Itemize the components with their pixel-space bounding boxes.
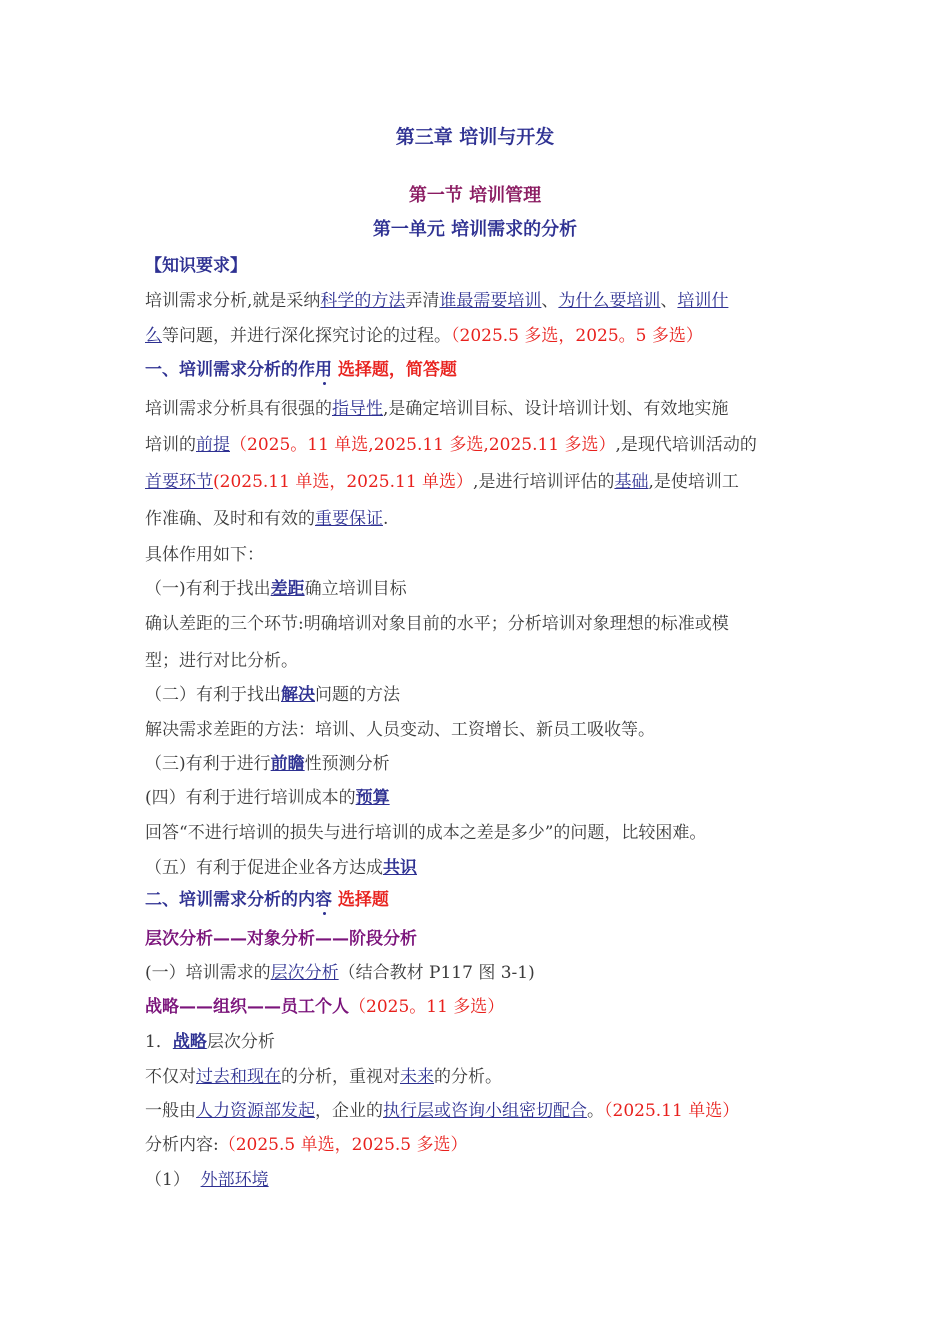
heading-text: 二、培训需求分析的内 <box>145 890 315 910</box>
intro-line-1 <box>145 289 825 313</box>
intro-underline: 谁最需要培训 <box>439 291 542 311</box>
intro-text: 等问题，并进行深化探究讨论的过程。 <box>162 326 451 346</box>
body-text: 培训的 <box>145 435 196 455</box>
body-text: 不仅对 <box>145 1067 196 1087</box>
key-term: 前提 <box>196 435 230 455</box>
item-2 <box>145 683 825 707</box>
intro-underline: 为什么要培训 <box>558 291 661 311</box>
effect-line-1 <box>145 397 825 421</box>
body-text: 。 <box>587 1101 604 1121</box>
item-1-detail-2: 型；进行对比分析。 <box>145 651 298 671</box>
body-text: ,是现代培训活动的 <box>615 435 757 455</box>
body-text: 一般由 <box>145 1101 196 1121</box>
specific-intro: 具体作用如下： <box>145 545 264 565</box>
body-text: 作准确、及时和有效的 <box>145 509 315 529</box>
item-number: （1） <box>145 1170 201 1190</box>
item-5 <box>145 856 825 880</box>
key-term: 差距 <box>270 579 305 599</box>
level-analysis-item <box>145 961 825 985</box>
strategy-detail-1 <box>145 1065 825 1089</box>
item-text: 性预测分析 <box>304 754 390 774</box>
key-term: 解决 <box>281 685 315 705</box>
item-3 <box>145 752 825 776</box>
heading-emphasis: 用 <box>315 360 332 380</box>
key-term: 未来 <box>400 1067 434 1087</box>
body-text: 分析内容: <box>145 1135 219 1155</box>
effect-line-3 <box>145 470 825 494</box>
item-1 <box>145 577 825 601</box>
section-title: 第一节 培训管理 <box>408 185 542 206</box>
strategy-level-item <box>145 1030 825 1054</box>
key-term: 人力资源部发起 <box>196 1101 315 1121</box>
exam-note: （2025。11 多选） <box>349 997 505 1017</box>
item-text: （二）有利于找出 <box>145 685 281 705</box>
question-type-tag: 选择题 <box>337 890 389 910</box>
chapter-title: 第三章 培训与开发 <box>395 126 555 148</box>
exam-note: （2025。11 单选,2025.11 多选,2025.11 多选） <box>230 435 616 455</box>
key-term: 战略 <box>172 1032 207 1052</box>
body-text: ,是进行培训评估的 <box>473 472 615 492</box>
item-text: 确立培训目标 <box>304 579 407 599</box>
key-term: 重要保证 <box>315 509 383 529</box>
intro-text: 、 <box>541 291 559 311</box>
body-text: ，企业的 <box>315 1101 383 1121</box>
key-term: 执行层或咨询小组密切配合 <box>383 1101 587 1121</box>
key-term: 指导性 <box>332 399 383 419</box>
exam-note: （2025.5 单选，2025.5 多选） <box>218 1135 468 1155</box>
intro-underline: 么 <box>145 326 162 346</box>
key-term: 预算 <box>355 788 390 808</box>
external-environment-item <box>145 1168 825 1192</box>
item-2-detail: 解决需求差距的方法：培训、人员变动、工资增长、新员工吸收等。 <box>145 720 655 740</box>
body-text: . <box>383 509 389 529</box>
body-text: 培训需求分析具有很强的 <box>145 399 332 419</box>
item-text: (四）有利于进行培训成本的 <box>145 788 356 808</box>
item-text: (一）培训需求的 <box>145 963 271 983</box>
effect-line-2 <box>145 433 825 457</box>
key-term: 层次分析 <box>270 963 339 983</box>
item-text: （结合教材 P117 图 3-1) <box>338 963 535 983</box>
effect-line-4 <box>145 507 825 531</box>
strategy-detail-2 <box>145 1099 825 1123</box>
key-term: 前瞻 <box>270 754 305 774</box>
section-2-heading <box>145 888 825 912</box>
key-term: 首要环节 <box>145 472 213 492</box>
exam-note: （2025.5 多选，2025。5 多选） <box>451 326 703 346</box>
analysis-content <box>145 1133 825 1157</box>
intro-text: 培训需求分析,就是采纳 <box>145 291 321 311</box>
body-text: 的分析。 <box>434 1067 502 1087</box>
intro-line-2 <box>145 324 825 348</box>
intro-underline: 培训什 <box>677 291 729 311</box>
body-text: 的分析，重视对 <box>281 1067 400 1087</box>
strategy-line <box>145 995 825 1019</box>
exam-note: (2025.11 单选，2025.11 单选） <box>213 472 474 492</box>
key-term: 基础 <box>614 472 649 492</box>
knowledge-header: 【知识要求】 <box>145 256 247 276</box>
item-text: （五）有利于促进企业各方达成 <box>145 858 383 878</box>
key-term: 共识 <box>383 858 417 878</box>
intro-underline: 科学的方法 <box>320 291 406 311</box>
item-text: （一)有利于找出 <box>145 579 271 599</box>
section-1-heading <box>145 358 825 382</box>
item-text: 问题的方法 <box>315 685 400 705</box>
item-1-detail-1: 确认差距的三个环节:明确培训对象目前的水平；分析培训对象理想的标准或模 <box>145 614 729 634</box>
body-text: ,是确定培训目标、设计培训计划、有效地实施 <box>383 399 729 419</box>
intro-text: 、 <box>660 291 678 311</box>
exam-note: （2025.11 单选） <box>604 1101 740 1121</box>
strategy-chain: 战略——组织——员工个人 <box>145 997 349 1017</box>
key-term: 外部环境 <box>200 1170 269 1190</box>
intro-text: 弄清 <box>405 291 440 311</box>
item-4 <box>145 786 825 810</box>
item-text: 层次分析 <box>206 1032 275 1052</box>
body-text: ,是使培训工 <box>648 472 739 492</box>
item-text: （三)有利于进行 <box>145 754 271 774</box>
item-number: 1． <box>145 1032 173 1052</box>
heading-emphasis: 容 <box>315 890 332 910</box>
unit-title: 第一单元 培训需求的分析 <box>372 219 578 240</box>
levels-line: 层次分析——对象分析——阶段分析 <box>145 929 417 949</box>
key-term: 过去和现在 <box>196 1067 281 1087</box>
heading-text: 一、培训需求分析的作 <box>145 360 315 380</box>
question-type-tag: 选择题，简答题 <box>337 360 457 380</box>
item-4-detail: 回答“不进行培训的损失与进行培训的成本之差是多少”的问题，比较困难。 <box>145 823 707 843</box>
